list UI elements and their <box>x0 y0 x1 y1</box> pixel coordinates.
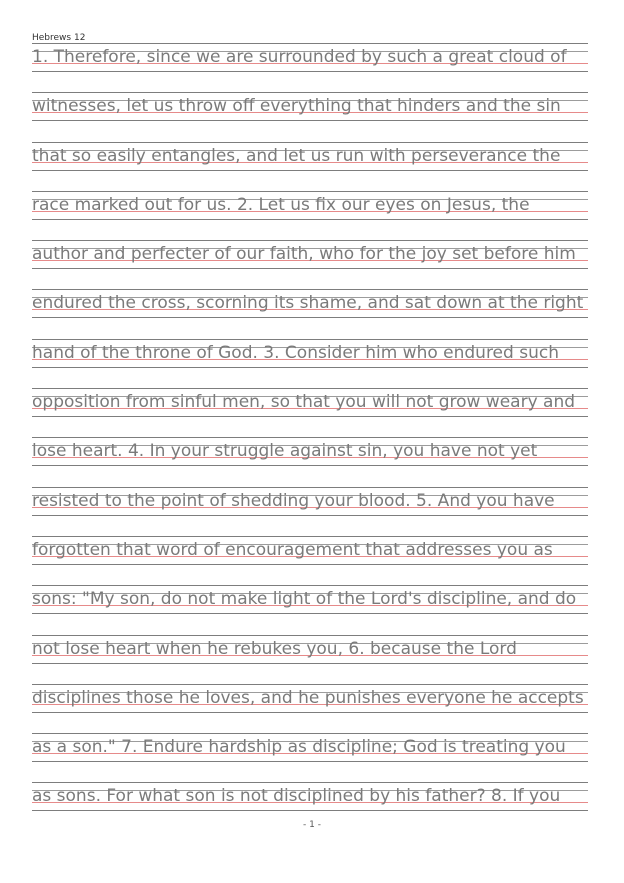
bottom-rule <box>32 71 588 72</box>
writing-row-13 <box>32 635 588 684</box>
tracing-text: lose heart. 4. In your struggle against sin, you have not yet <box>32 441 538 462</box>
bottom-rule <box>32 120 588 121</box>
tracing-text: endured the cross, scorning its shame, and sat down at the right <box>32 293 584 314</box>
handwriting-practice-sheet <box>32 43 588 832</box>
top-rule <box>32 585 588 586</box>
tracing-text: resisted to the point of shedding your blood. 5. And you have <box>32 490 555 511</box>
tracing-text: witnesses, let us throw off everything that hinders and the sin <box>32 96 561 117</box>
tracing-text: forgotten that word of encouragement that addresses you as <box>32 539 553 560</box>
top-rule <box>32 92 588 93</box>
bottom-rule <box>32 367 588 368</box>
tracing-text: hand of the throne of God. 3. Consider him who endured such <box>32 342 559 363</box>
top-rule <box>32 289 588 290</box>
bottom-rule <box>32 564 588 565</box>
writing-row-15 <box>32 733 588 782</box>
top-rule <box>32 684 588 685</box>
tracing-text: as sons. For what son is not disciplined by his father? 8. If you <box>32 786 561 807</box>
tracing-text: that so easily entangles, and let us run with perseverance the <box>32 145 561 166</box>
page-header-title: Hebrews 12 <box>32 33 86 43</box>
writing-row-7 <box>32 339 588 388</box>
writing-row-3 <box>32 142 588 191</box>
writing-row-2 <box>32 92 588 141</box>
top-rule <box>32 240 588 241</box>
tracing-text: opposition from sinful men, so that you will not grow weary and <box>32 392 576 413</box>
bottom-rule <box>32 810 588 811</box>
tracing-text: as a son." 7. Endure hardship as discipline; God is treating you <box>32 737 566 758</box>
writing-row-10 <box>32 487 588 536</box>
top-rule <box>32 142 588 143</box>
tracing-text: disciplines those he loves, and he punishes everyone he accepts <box>32 687 584 708</box>
top-rule <box>32 43 588 44</box>
top-rule <box>32 635 588 636</box>
bottom-rule <box>32 613 588 614</box>
tracing-text: 1. Therefore, since we are surrounded by such a great cloud of <box>32 47 567 67</box>
writing-row-9 <box>32 437 588 486</box>
top-rule <box>32 733 588 734</box>
tracing-text: not lose heart when he rebukes you, 6. because the Lord <box>32 638 517 659</box>
bottom-rule <box>32 712 588 713</box>
top-rule <box>32 536 588 537</box>
writing-row-14 <box>32 684 588 733</box>
bottom-rule <box>32 761 588 762</box>
bottom-rule <box>32 416 588 417</box>
bottom-rule <box>32 515 588 516</box>
top-rule <box>32 191 588 192</box>
tracing-text: author and perfecter of our faith, who for the joy set before him <box>32 244 576 265</box>
bottom-rule <box>32 219 588 220</box>
top-rule <box>32 437 588 438</box>
top-rule <box>32 339 588 340</box>
bottom-rule <box>32 170 588 171</box>
top-rule <box>32 388 588 389</box>
bottom-rule <box>32 268 588 269</box>
writing-row-4 <box>32 191 588 240</box>
writing-row-1 <box>32 43 588 92</box>
writing-row-11 <box>32 536 588 585</box>
writing-row-8 <box>32 388 588 437</box>
top-rule <box>32 782 588 783</box>
writing-row-5 <box>32 240 588 289</box>
page-number: - 1 - <box>303 820 321 830</box>
bottom-rule <box>32 663 588 664</box>
writing-row-6 <box>32 289 588 338</box>
bottom-rule <box>32 465 588 466</box>
bottom-rule <box>32 317 588 318</box>
tracing-text: race marked out for us. 2. Let us fix our eyes on Jesus, the <box>32 194 530 215</box>
tracing-text: sons: "My son, do not make light of the Lord's discipline, and do <box>32 589 577 610</box>
top-rule <box>32 487 588 488</box>
writing-row-12 <box>32 585 588 634</box>
